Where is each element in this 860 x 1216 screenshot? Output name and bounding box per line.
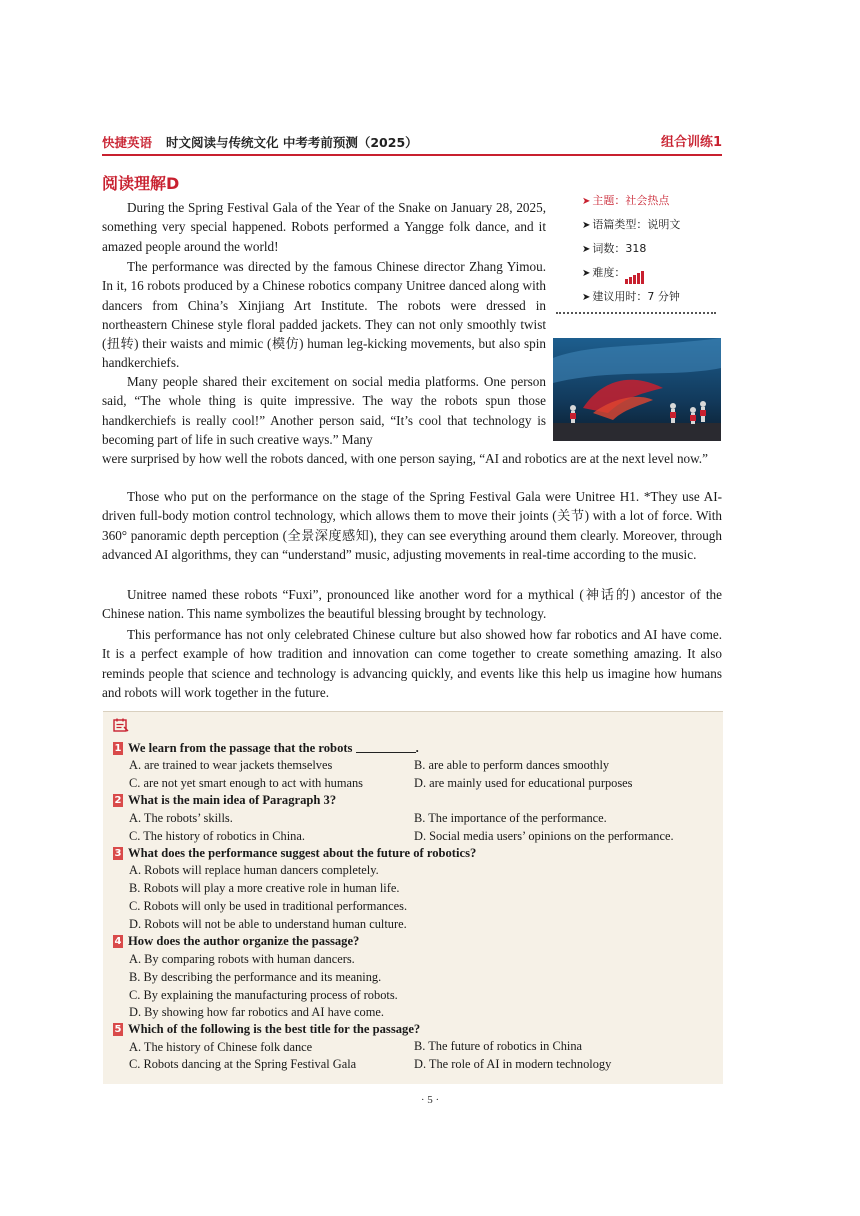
option-2a[interactable]: A. The robots’ skills. bbox=[129, 811, 233, 825]
question-4 bbox=[113, 933, 359, 951]
questions-panel bbox=[103, 711, 723, 1084]
passage-paragraph-5: Unitree named these robots “Fuxi”, pronounced like another word for a mythical (神话的) ancestor of the Chinese nation. This name symbolizes the beautiful blessing brought by technology. bbox=[102, 587, 722, 622]
option-2b[interactable]: B. The importance of the performance. bbox=[414, 811, 607, 825]
page-header bbox=[102, 133, 722, 151]
brand-label: 快捷英语 bbox=[102, 135, 153, 150]
difficulty-bar bbox=[641, 271, 644, 284]
option-4d[interactable]: D. By showing how far robotics and AI have come. bbox=[129, 1005, 384, 1019]
question-number: 2 bbox=[114, 795, 122, 806]
meta-topic: 主题：社会热点 bbox=[592, 194, 670, 207]
header-section-label: 组合训练1 bbox=[660, 135, 722, 150]
meta-time: 建议用时：7 分钟 bbox=[592, 290, 680, 303]
question-text: What does the performance suggest about the future of robotics? bbox=[128, 846, 477, 860]
section-title: 阅读理解D bbox=[102, 174, 180, 193]
question-text: How does the author organize the passage? bbox=[128, 934, 360, 948]
option-5d[interactable]: D. The role of AI in modern technology bbox=[414, 1057, 612, 1071]
exercise-icon bbox=[113, 718, 129, 732]
difficulty-bar bbox=[637, 273, 640, 284]
question-text: Which of the following is the best title for the passage? bbox=[128, 1022, 421, 1036]
header-divider bbox=[102, 154, 722, 156]
question-number: 1 bbox=[114, 743, 122, 754]
question-2 bbox=[113, 792, 336, 810]
option-1d[interactable]: D. are mainly used for educational purposes bbox=[414, 776, 633, 790]
option-3c[interactable]: C. Robots will only be used in traditional performances. bbox=[129, 899, 408, 913]
page-number: · 5 · bbox=[420, 1094, 440, 1106]
arrow-icon: ➤ bbox=[582, 220, 591, 231]
passage-paragraph-6: This performance has not only celebrated Chinese culture but also showed how far robotics and AI have come. It is a perfect example of how tradition and innovation can come together to create something amazing. It also reminds people that science and technology is advancing quickly, and events like this help us imagine how humans and robots will work together in the future. bbox=[102, 627, 722, 700]
passage-paragraph-3: Many people shared their excitement on social media platforms. One person said, “The whole thing is quite impressive. The way the robots spun those handkerchiefs is really cool!” Another person said, “It’s cool that technology is becoming part of life in such creative ways.” Many bbox=[102, 374, 546, 447]
arrow-icon: ➤ bbox=[582, 268, 591, 279]
meta-genre: 语篇类型：说明文 bbox=[592, 218, 681, 231]
difficulty-bar bbox=[633, 275, 636, 284]
passage-paragraph-1: During the Spring Festival Gala of the Year of the Snake on January 28, 2025, something very special happened. Robots performed a Yangge folk dance, and it amazed people around the world! bbox=[102, 200, 546, 254]
dotted-divider bbox=[556, 312, 716, 314]
question-number: 3 bbox=[114, 848, 122, 859]
difficulty-bar bbox=[625, 279, 628, 284]
option-3a[interactable]: A. Robots will replace human dancers completely. bbox=[129, 863, 379, 877]
option-2c[interactable]: C. The history of robotics in China. bbox=[129, 829, 305, 843]
robot-dance-photo bbox=[553, 338, 721, 441]
option-4b[interactable]: B. By describing the performance and its meaning. bbox=[129, 970, 382, 984]
option-1c[interactable]: C. are not yet smart enough to act with humans bbox=[129, 776, 363, 790]
option-5b[interactable]: B. The future of robotics in China bbox=[414, 1039, 583, 1053]
option-1b[interactable]: B. are able to perform dances smoothly bbox=[414, 758, 610, 772]
answer-blank[interactable] bbox=[356, 740, 416, 753]
option-4c[interactable]: C. By explaining the manufacturing process of robots. bbox=[129, 988, 398, 1002]
question-number: 4 bbox=[114, 936, 122, 947]
option-3b[interactable]: B. Robots will play a more creative role in human life. bbox=[129, 881, 400, 895]
arrow-icon: ➤ bbox=[582, 196, 591, 207]
arrow-icon: ➤ bbox=[582, 244, 591, 255]
option-5c[interactable]: C. Robots dancing at the Spring Festival Gala bbox=[129, 1057, 357, 1071]
option-5a[interactable]: A. The history of Chinese folk dance bbox=[129, 1040, 313, 1054]
header-subtitle: 时文阅读与传统文化 中考考前预测（2025） bbox=[166, 135, 418, 150]
passage-paragraph-3-cont: were surprised by how well the robots danced, with one person saying, “AI and robotics are at the next level now.” bbox=[102, 451, 708, 466]
passage-paragraph-2: The performance was directed by the famous Chinese director Zhang Yimou. In it, 16 robots produced by a Chinese robotics company Unitree danced along with dancers from China’s Xinjiang Art Institute. The robots were dressed in northeastern Chinese style floral padded jackets. They can not only smoothly twist (扭转) their waists and mimic (模仿) human leg-kicking movements, but also spin handkerchiefs. bbox=[102, 259, 546, 371]
difficulty-bar bbox=[629, 277, 632, 284]
difficulty-bars bbox=[625, 266, 645, 284]
question-text: What is the main idea of Paragraph 3? bbox=[128, 793, 337, 807]
meta-words: 词数：318 bbox=[592, 242, 647, 255]
option-2d[interactable]: D. Social media users’ opinions on the performance. bbox=[414, 829, 674, 843]
option-1a[interactable]: A. are trained to wear jackets themselves bbox=[129, 758, 333, 772]
arrow-icon: ➤ bbox=[582, 292, 591, 303]
question-text: We learn from the passage that the robots bbox=[128, 741, 353, 755]
question-3 bbox=[113, 845, 476, 863]
option-4a[interactable]: A. By comparing robots with human dancers. bbox=[129, 952, 355, 966]
meta-difficulty-label: 难度： bbox=[592, 266, 626, 279]
passage-meta bbox=[582, 192, 722, 312]
question-5 bbox=[113, 1021, 420, 1039]
passage-paragraph-4: Those who put on the performance on the stage of the Spring Festival Gala were Unitree H1. *They use AI-driven full-body motion control technology, which allows them to move their joints (关节) with a lot of force. With 360° panoramic depth perception (全景深度感知), they can see everything around them clearly. Moreover, through advanced AI algorithms, they can “understand” music, adjusting movements in real-time according to the music. bbox=[102, 489, 722, 562]
question-1 bbox=[113, 740, 419, 758]
question-end: . bbox=[415, 741, 419, 755]
question-number: 5 bbox=[114, 1024, 122, 1035]
option-3d[interactable]: D. Robots will not be able to understand human culture. bbox=[129, 917, 407, 931]
